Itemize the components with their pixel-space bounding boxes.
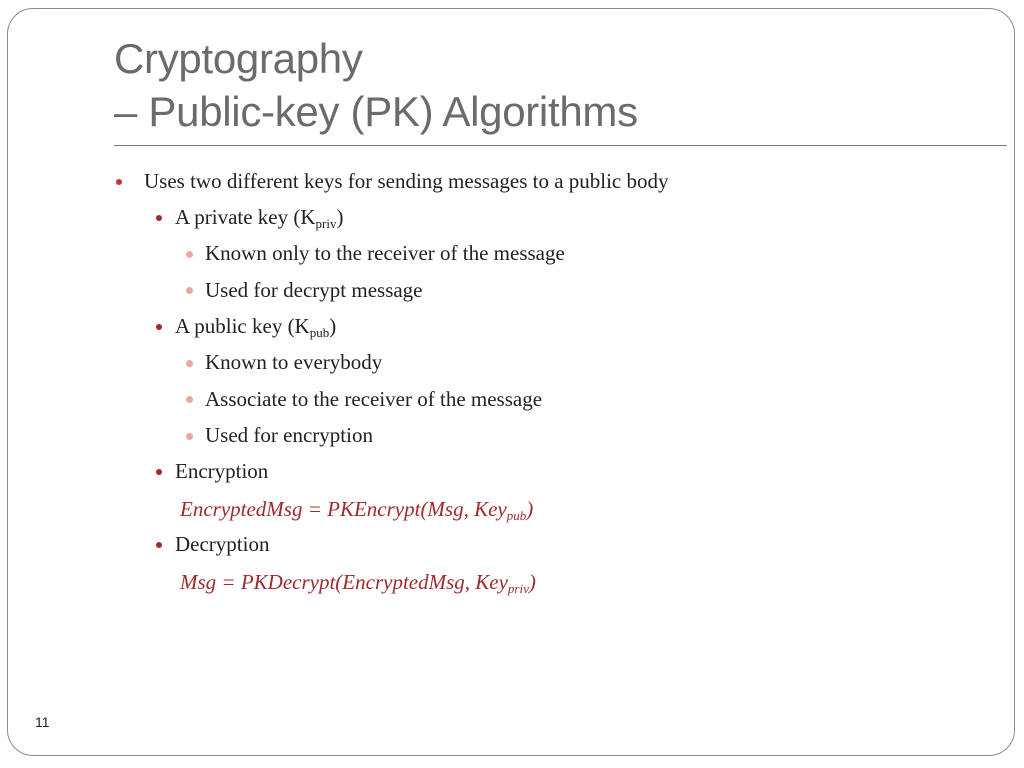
private-key-item: A private key $(K_{priv})$: [175, 205, 344, 231]
bullet-icon: [186, 360, 193, 367]
bullet-icon: [156, 542, 162, 548]
public-key-subitem: Used for encryption: [205, 423, 373, 447]
encryption-item: Encryption: [175, 459, 269, 483]
public-key-subitem: Known to everybody: [205, 350, 383, 374]
bullet-icon: [186, 251, 193, 258]
bullet-level1-item: Uses two different keys for sending messages to a public body: [144, 169, 669, 193]
public-key-item: A public key $(K_{pub})$: [175, 314, 337, 340]
bullet-icon: [186, 433, 193, 440]
private-key-subitem: Known only to the receiver of the message: [205, 241, 565, 265]
private-key-subitem: Used for decrypt message: [205, 278, 423, 302]
decryption-formula: Msg = PKDecrypt(EncryptedMsg, Key$_{priv}$): [180, 570, 536, 596]
bullet-icon: [116, 179, 122, 185]
title-line-1: Cryptography: [114, 35, 363, 82]
decryption-item: Decryption: [175, 532, 270, 556]
public-key-subitem: Associate to the receiver of the message: [205, 387, 543, 411]
bullet-icon: [156, 324, 162, 330]
title-line-2: – Public-key (PK) Algorithms: [114, 88, 638, 135]
encryption-formula: EncryptedMsg = PKEncrypt(Msg, Key$_{pub}$): [180, 497, 534, 523]
bullet-icon: [156, 215, 162, 221]
bullet-icon: [156, 469, 162, 475]
bullet-icon: [186, 287, 193, 294]
page-number: 11: [35, 714, 50, 730]
bullet-icon: [186, 396, 193, 403]
